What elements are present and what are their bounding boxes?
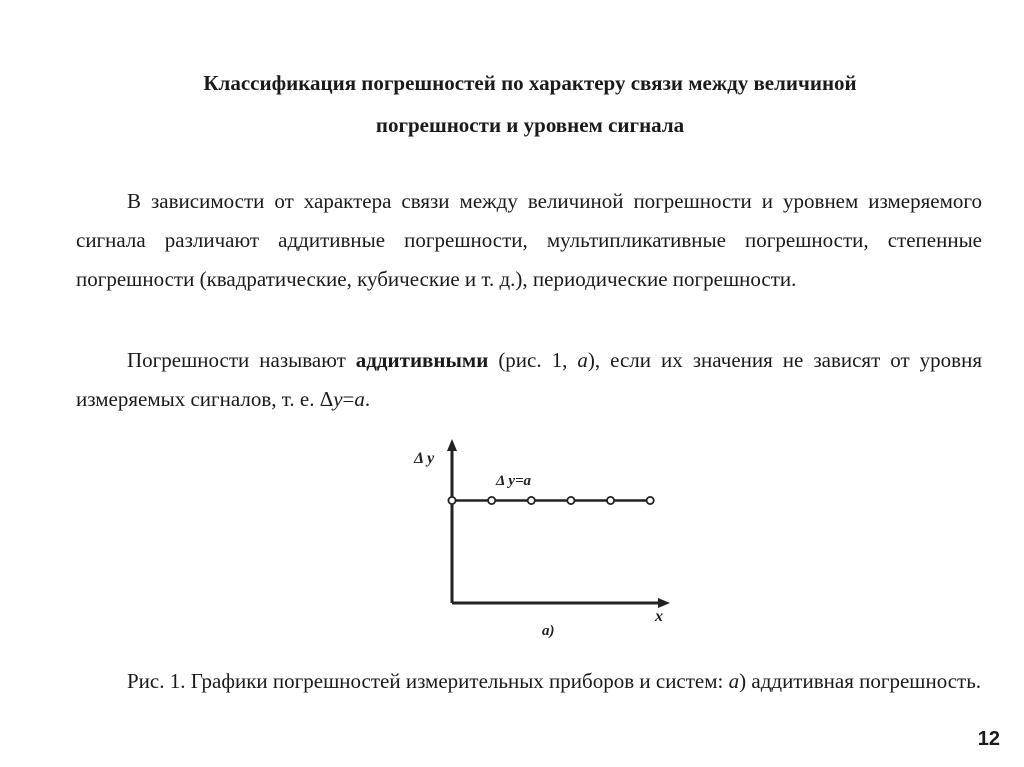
x-axis-label: x — [655, 608, 663, 625]
slide-title-line-1: Классификация погрешностей по характеру связи между величиной — [203, 71, 857, 95]
page-number: 12 — [977, 728, 1000, 750]
slide-title — [100, 62, 960, 146]
slide-title-line-2: погрешности и уровнем сигнала — [375, 113, 685, 137]
y-axis-arrow — [447, 439, 457, 451]
formula-a: a — [354, 387, 365, 411]
data-point-4 — [607, 497, 614, 504]
series-layer — [448, 497, 653, 504]
additive-error-chart — [400, 435, 690, 650]
line-label: Δ y=a — [496, 473, 532, 489]
paragraph-classification: В зависимости от характера связи между величиной погрешности и уровнем измеряемого сигнала различают аддитивные погрешности, мультипликативные погрешности, степенные погрешности (квадратические, кубические и т. д.), периодические погрешности. — [76, 189, 982, 291]
text-segment: ), если их значения не зависят от уровня измеряемых сигналов, т. е. Δ — [76, 348, 982, 411]
paragraph-additive-definition — [76, 341, 982, 419]
figure-ref-a: а — [577, 348, 588, 372]
text-segment: Погрешности называют — [127, 348, 356, 372]
data-point-1 — [488, 497, 495, 504]
data-point-2 — [528, 497, 535, 504]
caption-text-end: ) аддитивная погрешность. — [739, 669, 982, 693]
formula-equals: = — [342, 387, 355, 411]
text-segment: . — [364, 387, 371, 411]
panel-label: а) — [542, 623, 555, 639]
y-axis-label: Δ y — [414, 450, 435, 467]
data-point-0 — [448, 497, 455, 504]
data-point-5 — [647, 497, 654, 504]
figure-caption — [76, 662, 982, 701]
caption-text: Рис. 1. Графики погрешностей измерительных приборов и систем: — [127, 669, 729, 693]
data-point-3 — [567, 497, 574, 504]
caption-panel-ref: а — [728, 669, 740, 693]
text-segment: (рис. 1, — [488, 348, 578, 372]
formula-y: y — [333, 387, 343, 411]
x-axis-arrow — [658, 598, 670, 608]
figure-additive-error — [400, 435, 690, 650]
term-additive: аддитивными — [355, 348, 489, 372]
